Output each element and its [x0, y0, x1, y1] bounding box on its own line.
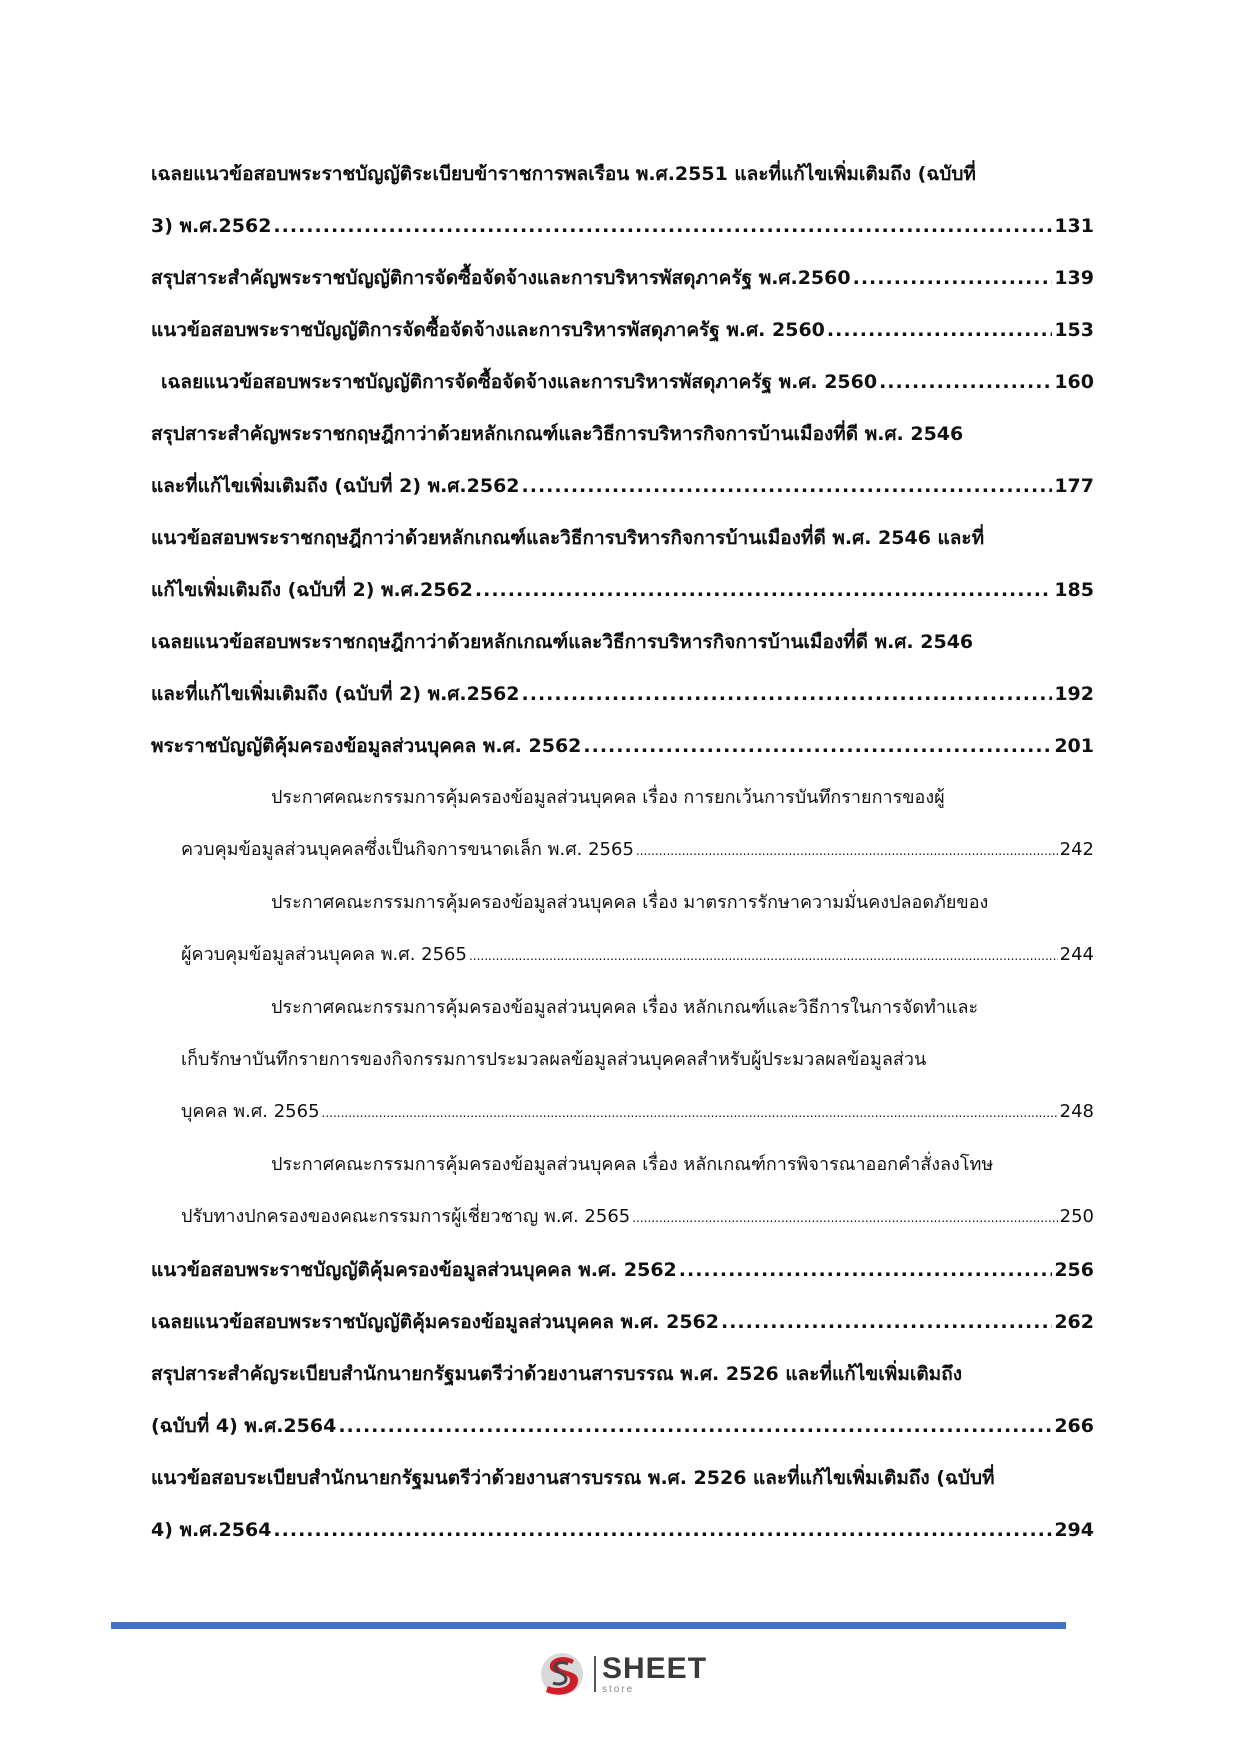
toc-entry-title-line1: เฉลยแนวข้อสอบพระราชบัญญัติระเบียบข้าราชการพลเรือน พ.ศ.2551 และที่แก้ไขเพิ่มเติมถึง (ฉบับที่: [151, 163, 976, 185]
logo-separator: [594, 1656, 596, 1692]
toc-entry-title: เฉลยแนวข้อสอบพระราชบัญญัติคุ้มครองข้อมูลส่วนบุคคล พ.ศ. 2562: [151, 1311, 719, 1333]
toc-entry[interactable]: [151, 356, 1094, 408]
dot-leader: [469, 930, 1058, 982]
toc-sub-entry-line-last: ควบคุมข้อมูลส่วนบุคคลซึ่งเป็นกิจการขนาดเล็ก พ.ศ. 2565: [181, 839, 634, 860]
toc-entry[interactable]: [151, 304, 1094, 356]
toc-entry-title-line1: แนวข้อสอบระเบียบสำนักนายกรัฐมนตรีว่าด้วยงานสารบรรณ พ.ศ. 2526 และที่แก้ไขเพิ่มเติมถึง (ฉบับที่: [151, 1467, 995, 1489]
toc-page-number: 266: [1054, 1415, 1094, 1437]
toc-page-number: 256: [1054, 1259, 1094, 1281]
toc-entry[interactable]: [151, 252, 1094, 304]
toc-entry-title: พระราชบัญญัติคุ้มครองข้อมูลส่วนบุคคล พ.ศ. 2562: [151, 735, 582, 757]
toc-page-number: 262: [1054, 1311, 1094, 1333]
toc-page-number: 192: [1054, 683, 1094, 705]
toc-page-number: 294: [1054, 1519, 1094, 1541]
toc-entry-title-line1: สรุปสาระสำคัญพระราชกฤษฎีกาว่าด้วยหลักเกณฑ์และวิธีการบริหารกิจการบ้านเมืองที่ดี พ.ศ. 2546: [151, 423, 964, 445]
toc-entry-title-line1: แนวข้อสอบพระราชกฤษฎีกาว่าด้วยหลักเกณฑ์และวิธีการบริหารกิจการบ้านเมืองที่ดี พ.ศ. 2546 และที่: [151, 527, 985, 549]
dot-leader: [322, 1087, 1058, 1139]
toc-page-number: 185: [1054, 579, 1094, 601]
toc-entry[interactable]: [151, 616, 1094, 720]
dot-leader: [853, 252, 1053, 304]
toc-entry-title: เฉลยแนวข้อสอบพระราชบัญญัติการจัดซื้อจัดจ้างและการบริหารพัสดุภาครัฐ พ.ศ. 2560: [161, 371, 878, 393]
toc-entry-title-line2: และที่แก้ไขเพิ่มเติมถึง (ฉบับที่ 2) พ.ศ.2562: [151, 683, 520, 705]
toc-entry-title-line2: และที่แก้ไขเพิ่มเติมถึง (ฉบับที่ 2) พ.ศ.2562: [151, 475, 520, 497]
dot-leader: [522, 668, 1053, 720]
toc-entry[interactable]: [151, 1244, 1094, 1296]
dot-leader: [273, 200, 1052, 252]
sheet-store-logo: [538, 1648, 708, 1700]
dot-leader: [679, 1244, 1053, 1296]
toc-sub-entry-line2: เก็บรักษาบันทึกรายการของกิจกรรมการประมวลผลข้อมูลส่วนบุคคลสำหรับผู้ประมวลผลข้อมูลส่วน: [181, 1049, 927, 1070]
toc-sub-entry-line-last: บุคคล พ.ศ. 2565: [181, 1101, 320, 1122]
toc-sub-entry-line1: ประกาศคณะกรรมการคุ้มครองข้อมูลส่วนบุคคล เรื่อง หลักเกณฑ์และวิธีการในการจัดทำและ: [271, 997, 979, 1018]
toc-sub-entry[interactable]: [181, 877, 1094, 982]
toc-sub-entry[interactable]: [181, 982, 1094, 1139]
toc-sub-entry-line-last: ปรับทางปกครองของคณะกรรมการผู้เชี่ยวชาญ พ.ศ. 2565: [181, 1206, 631, 1227]
toc-page-number: 248: [1059, 1101, 1094, 1122]
toc-entry[interactable]: [151, 1348, 1094, 1452]
dot-leader: [522, 460, 1053, 512]
footer-rule: [111, 1622, 1066, 1629]
table-of-contents: [151, 148, 1094, 1556]
toc-page-number: 250: [1059, 1206, 1094, 1227]
dot-leader: [475, 564, 1052, 616]
toc-entry-title-line1: เฉลยแนวข้อสอบพระราชกฤษฎีกาว่าด้วยหลักเกณฑ์และวิธีการบริหารกิจการบ้านเมืองที่ดี พ.ศ. 2546: [151, 631, 974, 653]
toc-sub-entry-line-last: ผู้ควบคุมข้อมูลส่วนบุคคล พ.ศ. 2565: [181, 944, 467, 965]
logo-sub-text: store: [602, 1683, 635, 1695]
toc-sub-entry-line1: ประกาศคณะกรรมการคุ้มครองข้อมูลส่วนบุคคล เรื่อง มาตรการรักษาความมั่นคงปลอดภัยของ: [271, 892, 989, 913]
toc-page-number: 201: [1054, 735, 1094, 757]
toc-sub-entry[interactable]: [181, 1139, 1094, 1244]
toc-entry-title: แนวข้อสอบพระราชบัญญัติการจัดซื้อจัดจ้างและการบริหารพัสดุภาครัฐ พ.ศ. 2560: [151, 319, 825, 341]
dot-leader: [636, 825, 1058, 877]
toc-entry-title-line2: 3) พ.ศ.2562: [151, 215, 272, 237]
logo-main-text: SHEET: [602, 1651, 708, 1685]
dot-leader: [338, 1400, 1052, 1452]
toc-entry[interactable]: [151, 408, 1094, 512]
toc-sub-entry-line1: ประกาศคณะกรรมการคุ้มครองข้อมูลส่วนบุคคล เรื่อง หลักเกณฑ์การพิจารณาออกคำสั่งลงโทษ: [271, 1154, 994, 1175]
dot-leader: [879, 356, 1052, 408]
toc-entry[interactable]: [151, 148, 1094, 252]
toc-entry[interactable]: [151, 720, 1094, 772]
toc-page-number: 244: [1059, 944, 1094, 965]
toc-page-number: 139: [1054, 267, 1094, 289]
toc-entry[interactable]: [151, 1296, 1094, 1348]
toc-page-number: 131: [1054, 215, 1094, 237]
toc-entry-title: สรุปสาระสำคัญพระราชบัญญัติการจัดซื้อจัดจ้างและการบริหารพัสดุภาครัฐ พ.ศ.2560: [151, 267, 851, 289]
toc-entry-title-line2: 4) พ.ศ.2564: [151, 1519, 272, 1541]
dot-leader: [273, 1504, 1052, 1556]
toc-entry-title: แนวข้อสอบพระราชบัญญัติคุ้มครองข้อมูลส่วนบุคคล พ.ศ. 2562: [151, 1259, 677, 1281]
dot-leader: [632, 1192, 1057, 1244]
toc-page-number: 242: [1059, 839, 1094, 860]
toc-page-number: 177: [1054, 475, 1094, 497]
toc-entry[interactable]: [151, 1452, 1094, 1556]
toc-entry-title-line2: (ฉบับที่ 4) พ.ศ.2564: [151, 1415, 337, 1437]
toc-sub-entry-line1: ประกาศคณะกรรมการคุ้มครองข้อมูลส่วนบุคคล เรื่อง การยกเว้นการบันทึกรายการของผู้: [271, 787, 945, 808]
toc-entry-title-line1: สรุปสาระสำคัญระเบียบสำนักนายกรัฐมนตรีว่าด้วยงานสารบรรณ พ.ศ. 2526 และที่แก้ไขเพิ่มเติมถึง: [151, 1363, 962, 1385]
dot-leader: [827, 304, 1052, 356]
toc-entry[interactable]: [151, 512, 1094, 616]
dot-leader: [583, 720, 1052, 772]
sheet-logo-icon: [538, 1648, 590, 1700]
toc-entry-title-line2: แก้ไขเพิ่มเติมถึง (ฉบับที่ 2) พ.ศ.2562: [151, 579, 473, 601]
toc-page-number: 160: [1054, 371, 1094, 393]
toc-page-number: 153: [1054, 319, 1094, 341]
logo-text: [602, 1651, 708, 1695]
toc-sub-entry[interactable]: [181, 772, 1094, 877]
dot-leader: [721, 1296, 1052, 1348]
